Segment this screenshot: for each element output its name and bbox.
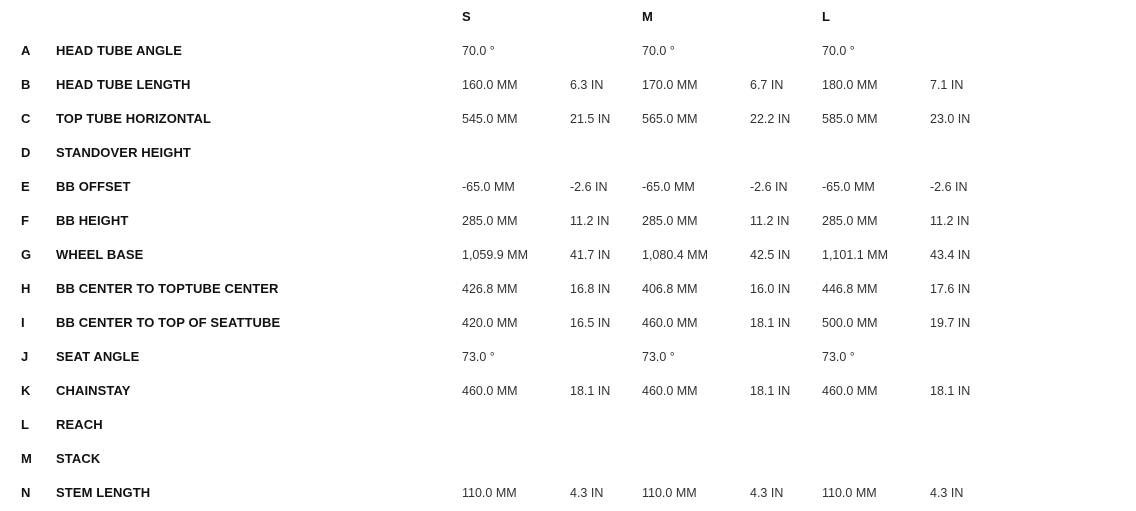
row-letter: C (21, 111, 31, 126)
table-row (0, 238, 1136, 272)
row-letter: F (21, 213, 29, 228)
value-l-mm: -65.0 MM (822, 180, 875, 194)
row-letter: N (21, 485, 31, 500)
value-m-mm: 406.8 MM (642, 282, 698, 296)
row-label: BB HEIGHT (56, 213, 129, 228)
value-m-in: -2.6 IN (750, 180, 788, 194)
table-row (0, 102, 1136, 136)
table-row (0, 306, 1136, 340)
geometry-rows (0, 34, 1136, 510)
value-s-in: 16.5 IN (570, 316, 611, 330)
row-label: WHEEL BASE (56, 247, 144, 262)
value-l-mm: 585.0 MM (822, 112, 878, 126)
size-header-row (0, 0, 1136, 34)
value-l-mm: 460.0 MM (822, 384, 878, 398)
size-header-l: L (822, 9, 830, 24)
value-m-mm: 460.0 MM (642, 384, 698, 398)
value-s-mm: -65.0 MM (462, 180, 515, 194)
row-letter: G (21, 247, 32, 262)
value-l-in: 17.6 IN (930, 282, 971, 296)
value-m-mm: 170.0 MM (642, 78, 698, 92)
row-letter: J (21, 349, 29, 364)
value-s-in: 41.7 IN (570, 248, 611, 262)
value-m-in: 18.1 IN (750, 384, 791, 398)
row-label: REACH (56, 417, 103, 432)
value-l-in: -2.6 IN (930, 180, 968, 194)
row-label: CHAINSTAY (56, 383, 131, 398)
value-s-mm: 110.0 MM (462, 486, 517, 500)
value-l-in: 4.3 IN (930, 486, 964, 500)
table-row (0, 476, 1136, 510)
row-label: BB CENTER TO TOPTUBE CENTER (56, 281, 279, 296)
size-header-s: S (462, 9, 471, 24)
table-row (0, 136, 1136, 170)
value-s-in: 11.2 IN (570, 214, 610, 228)
value-s-mm: 70.0 ° (462, 44, 495, 58)
value-s-in: -2.6 IN (570, 180, 608, 194)
value-s-in: 18.1 IN (570, 384, 611, 398)
value-m-mm: -65.0 MM (642, 180, 695, 194)
value-m-in: 42.5 IN (750, 248, 791, 262)
table-row (0, 170, 1136, 204)
value-l-mm: 1,101.1 MM (822, 248, 889, 262)
value-s-in: 6.3 IN (570, 78, 604, 92)
row-letter: L (21, 417, 29, 432)
value-l-in: 11.2 IN (930, 214, 970, 228)
row-label: TOP TUBE HORIZONTAL (56, 111, 212, 126)
value-l-mm: 110.0 MM (822, 486, 877, 500)
row-label: STANDOVER HEIGHT (56, 145, 191, 160)
row-label: BB OFFSET (56, 179, 131, 194)
value-m-mm: 1,080.4 MM (642, 248, 709, 262)
value-m-mm: 110.0 MM (642, 486, 697, 500)
table-row (0, 34, 1136, 68)
value-s-mm: 460.0 MM (462, 384, 518, 398)
value-l-in: 18.1 IN (930, 384, 971, 398)
value-m-in: 16.0 IN (750, 282, 791, 296)
value-m-in: 11.2 IN (750, 214, 790, 228)
value-m-in: 22.2 IN (750, 112, 791, 126)
value-l-in: 7.1 IN (930, 78, 964, 92)
value-s-mm: 285.0 MM (462, 214, 518, 228)
table-row (0, 408, 1136, 442)
row-letter: D (21, 145, 31, 160)
row-label: HEAD TUBE ANGLE (56, 43, 182, 58)
row-label: HEAD TUBE LENGTH (56, 77, 191, 92)
value-l-mm: 70.0 ° (822, 44, 855, 58)
row-label: SEAT ANGLE (56, 349, 140, 364)
value-m-mm: 565.0 MM (642, 112, 698, 126)
row-letter: I (21, 315, 25, 330)
value-l-in: 43.4 IN (930, 248, 971, 262)
value-s-mm: 426.8 MM (462, 282, 518, 296)
value-s-mm: 73.0 ° (462, 350, 495, 364)
value-m-mm: 73.0 ° (642, 350, 675, 364)
table-row (0, 340, 1136, 374)
row-letter: H (21, 281, 31, 296)
value-m-in: 18.1 IN (750, 316, 791, 330)
size-header-m: M (642, 9, 653, 24)
value-m-mm: 70.0 ° (642, 44, 675, 58)
value-l-mm: 180.0 MM (822, 78, 878, 92)
table-row (0, 68, 1136, 102)
row-label: BB CENTER TO TOP OF SEATTUBE (56, 315, 281, 330)
value-m-in: 6.7 IN (750, 78, 784, 92)
table-row (0, 272, 1136, 306)
value-s-in: 4.3 IN (570, 486, 604, 500)
value-l-in: 19.7 IN (930, 316, 971, 330)
value-l-mm: 73.0 ° (822, 350, 855, 364)
value-l-mm: 285.0 MM (822, 214, 878, 228)
value-s-mm: 1,059.9 MM (462, 248, 529, 262)
table-row (0, 442, 1136, 476)
value-s-in: 21.5 IN (570, 112, 611, 126)
value-l-mm: 446.8 MM (822, 282, 878, 296)
value-s-in: 16.8 IN (570, 282, 611, 296)
value-s-mm: 160.0 MM (462, 78, 518, 92)
value-m-in: 4.3 IN (750, 486, 784, 500)
row-letter: M (21, 451, 32, 466)
row-label: STACK (56, 451, 101, 466)
row-letter: A (21, 43, 31, 58)
value-l-mm: 500.0 MM (822, 316, 878, 330)
value-s-mm: 420.0 MM (462, 316, 518, 330)
value-m-mm: 460.0 MM (642, 316, 698, 330)
value-l-in: 23.0 IN (930, 112, 971, 126)
table-row (0, 204, 1136, 238)
row-letter: B (21, 77, 31, 92)
value-m-mm: 285.0 MM (642, 214, 698, 228)
row-letter: E (21, 179, 30, 194)
table-row (0, 374, 1136, 408)
row-letter: K (21, 383, 31, 398)
value-s-mm: 545.0 MM (462, 112, 518, 126)
row-label: STEM LENGTH (56, 485, 151, 500)
